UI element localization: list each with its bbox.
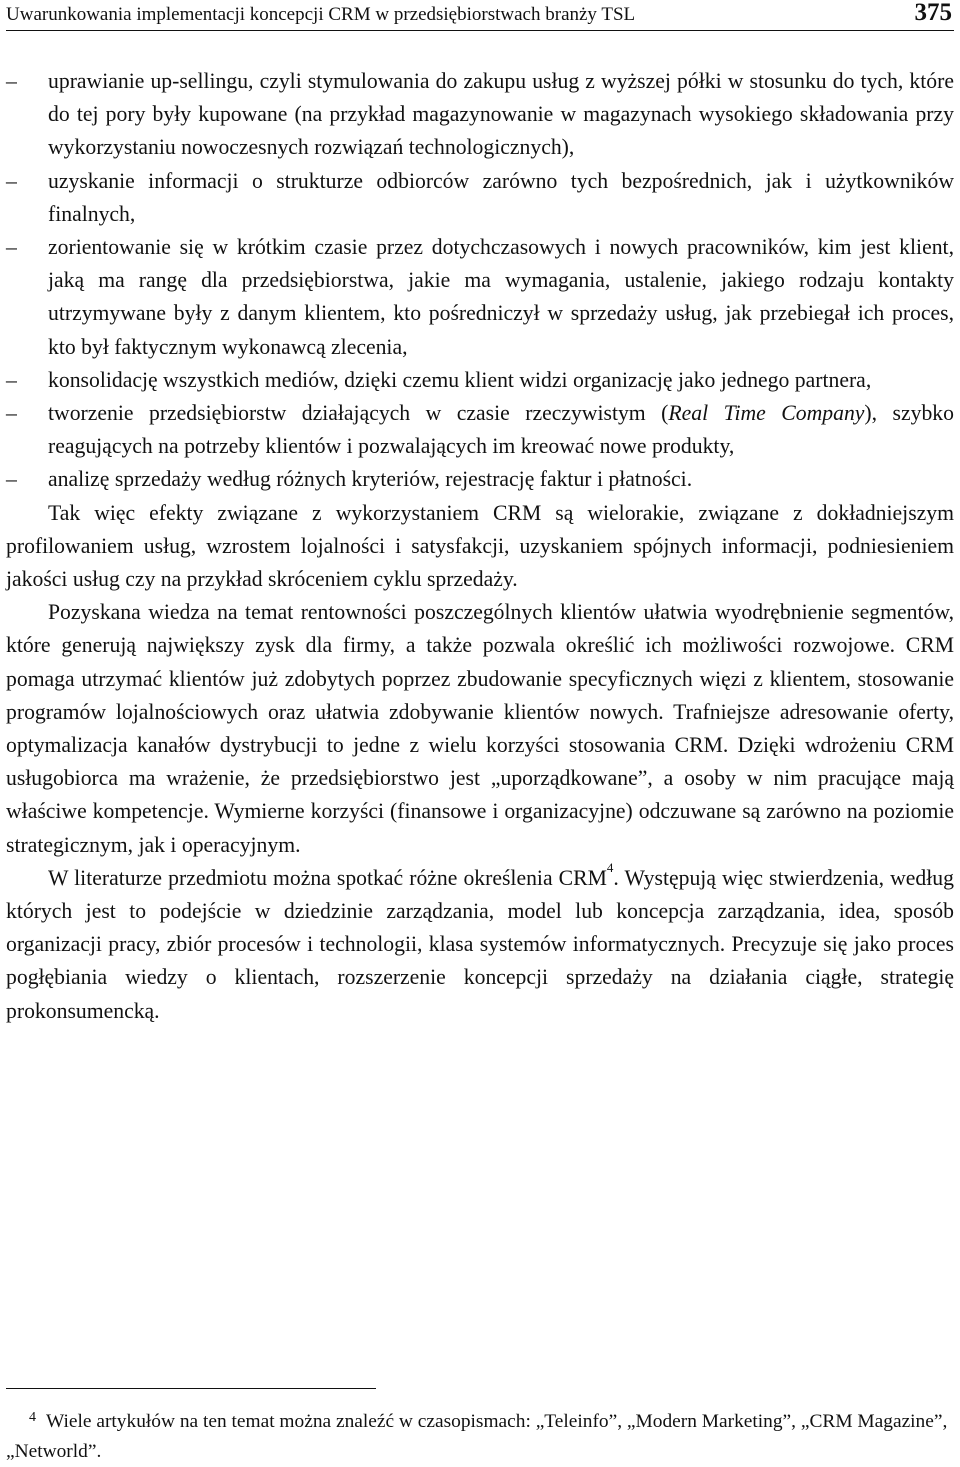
list-item-text: uprawianie up-sellingu, czyli stymulowania do zakupu usług z wyższej półki w stosunku do tych, które do tej pory były kupowane (na przykład magazynowanie w magazynach wysokiego składowania przy wykorzystaniu nowoczesnych rozwiązań technologicznych), [48,69,954,160]
list-item [6,397,954,463]
footnote-reference: 4 [606,859,614,875]
paragraph-text-part: . Występują więc stwierdzenia, według których jest to podejście w dziedzinie zarządzania, model lub koncepcja zarządzania, idea, sposób organizacji pracy, zbiór procesów i technologii, klasa systemów informatycznych. Precyzuje się jako proces pogłębiania wiedzy o klientach, rozszerzenie koncepcji sprzedaży na działania ciągłe, strategię prokonsumencką. [6,865,954,1023]
list-item [6,463,954,496]
list-item [6,65,954,165]
running-header [6,0,954,31]
dash-bullet: – [6,235,17,260]
dash-bullet: – [6,69,17,93]
list-item [6,231,954,364]
footnote-text: Wiele artykułów na ten temat można znaleźć w czasopismach: „Teleinfo”, „Modern Marketing”, „CRM Magazine”, „Networld”. [6,1411,948,1462]
italic-term: Real Time Company [668,401,865,426]
dash-bullet: – [6,367,17,392]
page-number: 375 [914,0,952,26]
paragraph-knowledge: Pozyskana wiedza na temat rentowności poszczególnych klientów ułatwia wyodrębnienie segmentów, które generują największy zysk dla firmy, a także pozwala określić ich możliwości rozwojowe. CRM pomaga utrzymać klientów już zdobytych poprzez zbudowanie specyficznych więzi z klientem, stosowanie programów lojalnościowych oraz ułatwia zdobywanie klientów nowych. Trafniejsze adresowanie oferty, optymalizacja kanałów dystrybucji to jedne z wielu korzyści stosowania CRM. Dzięki wdrożeniu CRM usługobiorca ma wrażenie, że przedsiębiorstwo jest „uporządkowane”, a osoby w nim pracujące mają właściwe kompetencje. Wymierne korzyści (finansowe i organizacyjne) odczuwane są zarówno na poziomie strategicznym, jak i operacyjnym. [6,600,954,857]
body-text [6,65,954,1028]
list-item-text-part: ), szybko reagujących na potrzeby klientów i pozwalających im kreować nowe produkty, [48,401,954,459]
list-item [6,165,954,231]
list-item-text: analizę sprzedaży według różnych kryteriów, rejestrację faktur i płatności. [48,467,693,492]
running-title: Uwarunkowania implementacji koncepcji CRM w przedsiębiorstwach branży TSL [6,4,636,25]
paragraph-effects: Tak więc efekty związane z wykorzystaniem CRM są wielorakie, związane z dokładniejszym profilowaniem usług, wzrostem lojalności i satysfakcji, uzyskaniem spójnych informacji, podniesieniem jakości usług czy na przykład skróceniem cyklu sprzedaży. [6,500,954,592]
list-item [6,364,954,397]
dash-bullet: – [6,467,17,492]
footnote [6,1407,954,1467]
footnote-marker: 4 [29,1410,36,1425]
list-item-text-part: tworzenie przedsiębiorstw działających w czasie rzeczywistym ( [48,401,669,426]
list-item-text: zorientowanie się w krótkim czasie przez dotychczasowych i nowych pracowników, kim jest klient, jaką ma rangę dla przedsiębiorstwa, jakie ma wymagania, ustalenie, jakiego rodzaju kontakty utrzymywane były z danym klientem, kto pośredniczył w sprzedaży usług, jak przebiegał ich proces, kto był faktycznym wykonawcą zlecenia, [48,235,954,359]
list-item-text: konsolidację wszystkich mediów, dzięki czemu klient widzi organizację jako jednego partnera, [48,367,872,392]
paragraph-text-part: W literaturze przedmiotu można spotkać różne określenia CRM [48,865,607,890]
list-item-text: uzyskanie informacji o strukturze odbiorców zarówno tych bezpośrednich, jak i użytkowników finalnych, [48,168,954,226]
list-item-text [48,397,954,463]
paragraph-literature [6,859,954,1028]
dash-bullet: – [6,168,17,193]
footnote-divider [6,1388,376,1389]
dash-bullet: – [6,401,17,426]
